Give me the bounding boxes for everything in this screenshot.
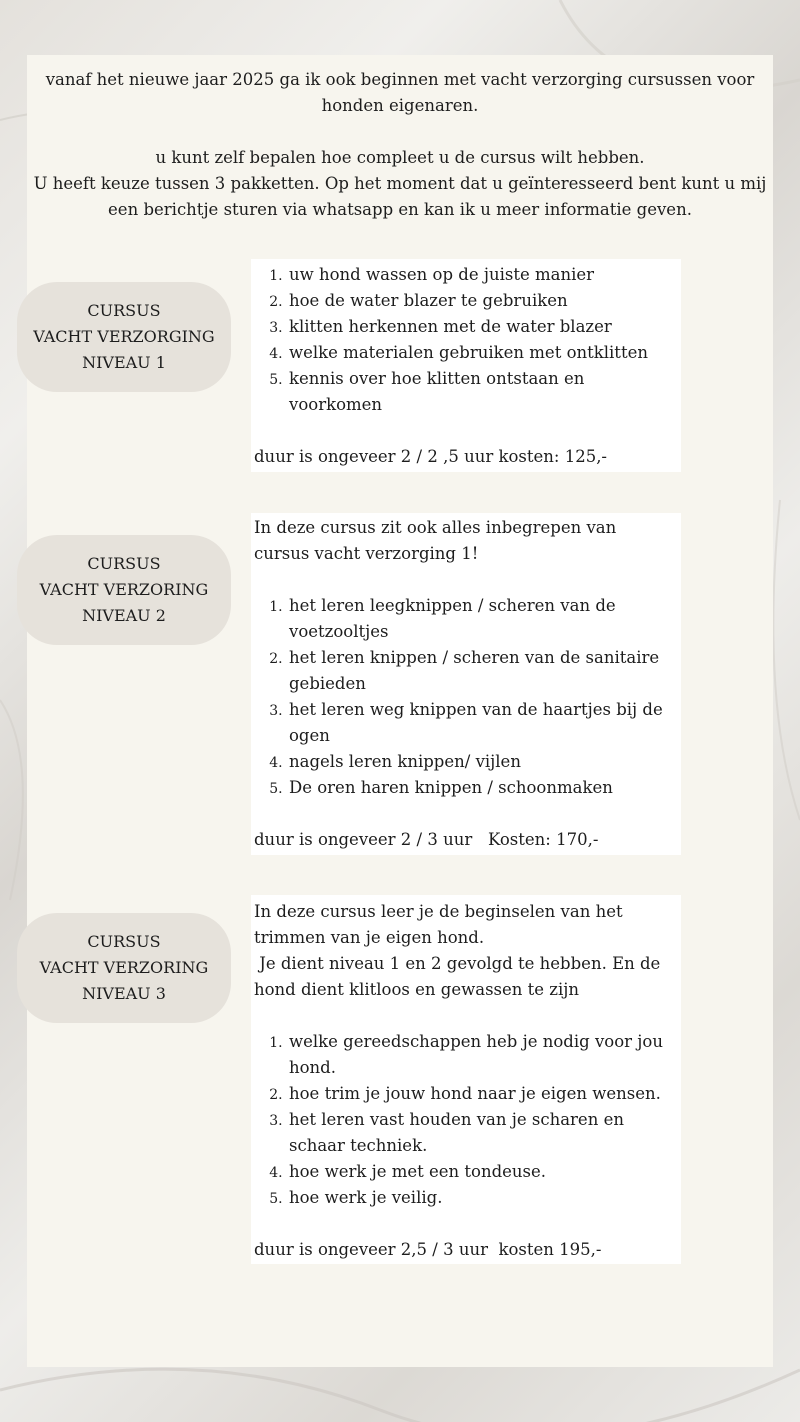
list-item: 4. hoe werk je met een tondeuse. bbox=[287, 1159, 681, 1185]
content-card bbox=[27, 55, 773, 1367]
list-item: 3. het leren weg knippen van de haartjes bij de ogen bbox=[287, 697, 681, 749]
course-1-title-line: NIVEAU 1 bbox=[82, 353, 166, 372]
list-item: 2. hoe trim je jouw hond naar je eigen wensen. bbox=[287, 1081, 681, 1107]
course-1-title bbox=[17, 282, 231, 392]
course-1-price: duur is ongeveer 2 / 2 ,5 uur kosten: 125,- bbox=[254, 447, 608, 466]
course-3-title-line: CURSUS bbox=[87, 932, 161, 951]
list-item: 3. klitten herkennen met de water blazer bbox=[287, 314, 681, 340]
course-2-intro: In deze cursus zit ook alles inbegrepen van cursus vacht verzorging 1! bbox=[254, 518, 617, 563]
course-3-details bbox=[251, 895, 681, 1264]
course-2-details bbox=[251, 513, 681, 855]
course-2-price: duur is ongeveer 2 / 3 uur Kosten: 170,- bbox=[254, 830, 599, 849]
list-item: 2. het leren knippen / scheren van de sanitaire gebieden bbox=[287, 645, 681, 697]
intro-text bbox=[27, 67, 773, 223]
course-2-title bbox=[17, 535, 231, 645]
list-item: 3. het leren vast houden van je scharen en schaar techniek. bbox=[287, 1107, 681, 1159]
course-3-title-line: VACHT VERZORING bbox=[39, 958, 209, 977]
course-3-intro: In deze cursus leer je de beginselen van het trimmen van je eigen hond. bbox=[254, 902, 623, 947]
course-1-title-line: VACHT VERZORGING bbox=[33, 327, 215, 346]
intro-line-3: U heeft keuze tussen 3 pakketten. Op het moment dat u geïnteresseerd bent kunt u mij een berichtje sturen via whatsapp en kan ik u meer informatie geven. bbox=[33, 174, 767, 219]
list-item: 5. hoe werk je veilig. bbox=[287, 1185, 681, 1211]
course-1-details bbox=[251, 259, 681, 472]
course-2-title-line: CURSUS bbox=[87, 554, 161, 573]
course-2-list bbox=[254, 593, 681, 801]
list-item: 4. nagels leren knippen/ vijlen bbox=[287, 749, 681, 775]
list-item: 1. uw hond wassen op de juiste manier bbox=[287, 262, 681, 288]
intro-line-2: u kunt zelf bepalen hoe compleet u de cursus wilt hebben. bbox=[155, 148, 645, 167]
course-1-list bbox=[254, 262, 681, 418]
course-2-title-line: NIVEAU 2 bbox=[82, 606, 166, 625]
list-item: 2. hoe de water blazer te gebruiken bbox=[287, 288, 681, 314]
course-3-list bbox=[254, 1029, 681, 1211]
list-item: 1. welke gereedschappen heb je nodig voor jou hond. bbox=[287, 1029, 681, 1081]
course-3-title bbox=[17, 913, 231, 1023]
list-item: 4. welke materialen gebruiken met ontklitten bbox=[287, 340, 681, 366]
intro-line-1: vanaf het nieuwe jaar 2025 ga ik ook beginnen met vacht verzorging cursussen voor honden eigenaren. bbox=[45, 70, 755, 115]
list-item: 5. kennis over hoe klitten ontstaan en voorkomen bbox=[287, 366, 681, 418]
course-3-title-line: NIVEAU 3 bbox=[82, 984, 166, 1003]
course-2-title-line: VACHT VERZORING bbox=[39, 580, 209, 599]
course-3-price: duur is ongeveer 2,5 / 3 uur kosten 195,- bbox=[254, 1240, 602, 1259]
list-item: 5. De oren haren knippen / schoonmaken bbox=[287, 775, 681, 801]
course-1-title-line: CURSUS bbox=[87, 301, 161, 320]
list-item: 1. het leren leegknippen / scheren van de voetzooltjes bbox=[287, 593, 681, 645]
course-3-intro: Je dient niveau 1 en 2 gevolgd te hebben. En de hond dient klitloos en gewassen te zijn bbox=[254, 954, 666, 999]
